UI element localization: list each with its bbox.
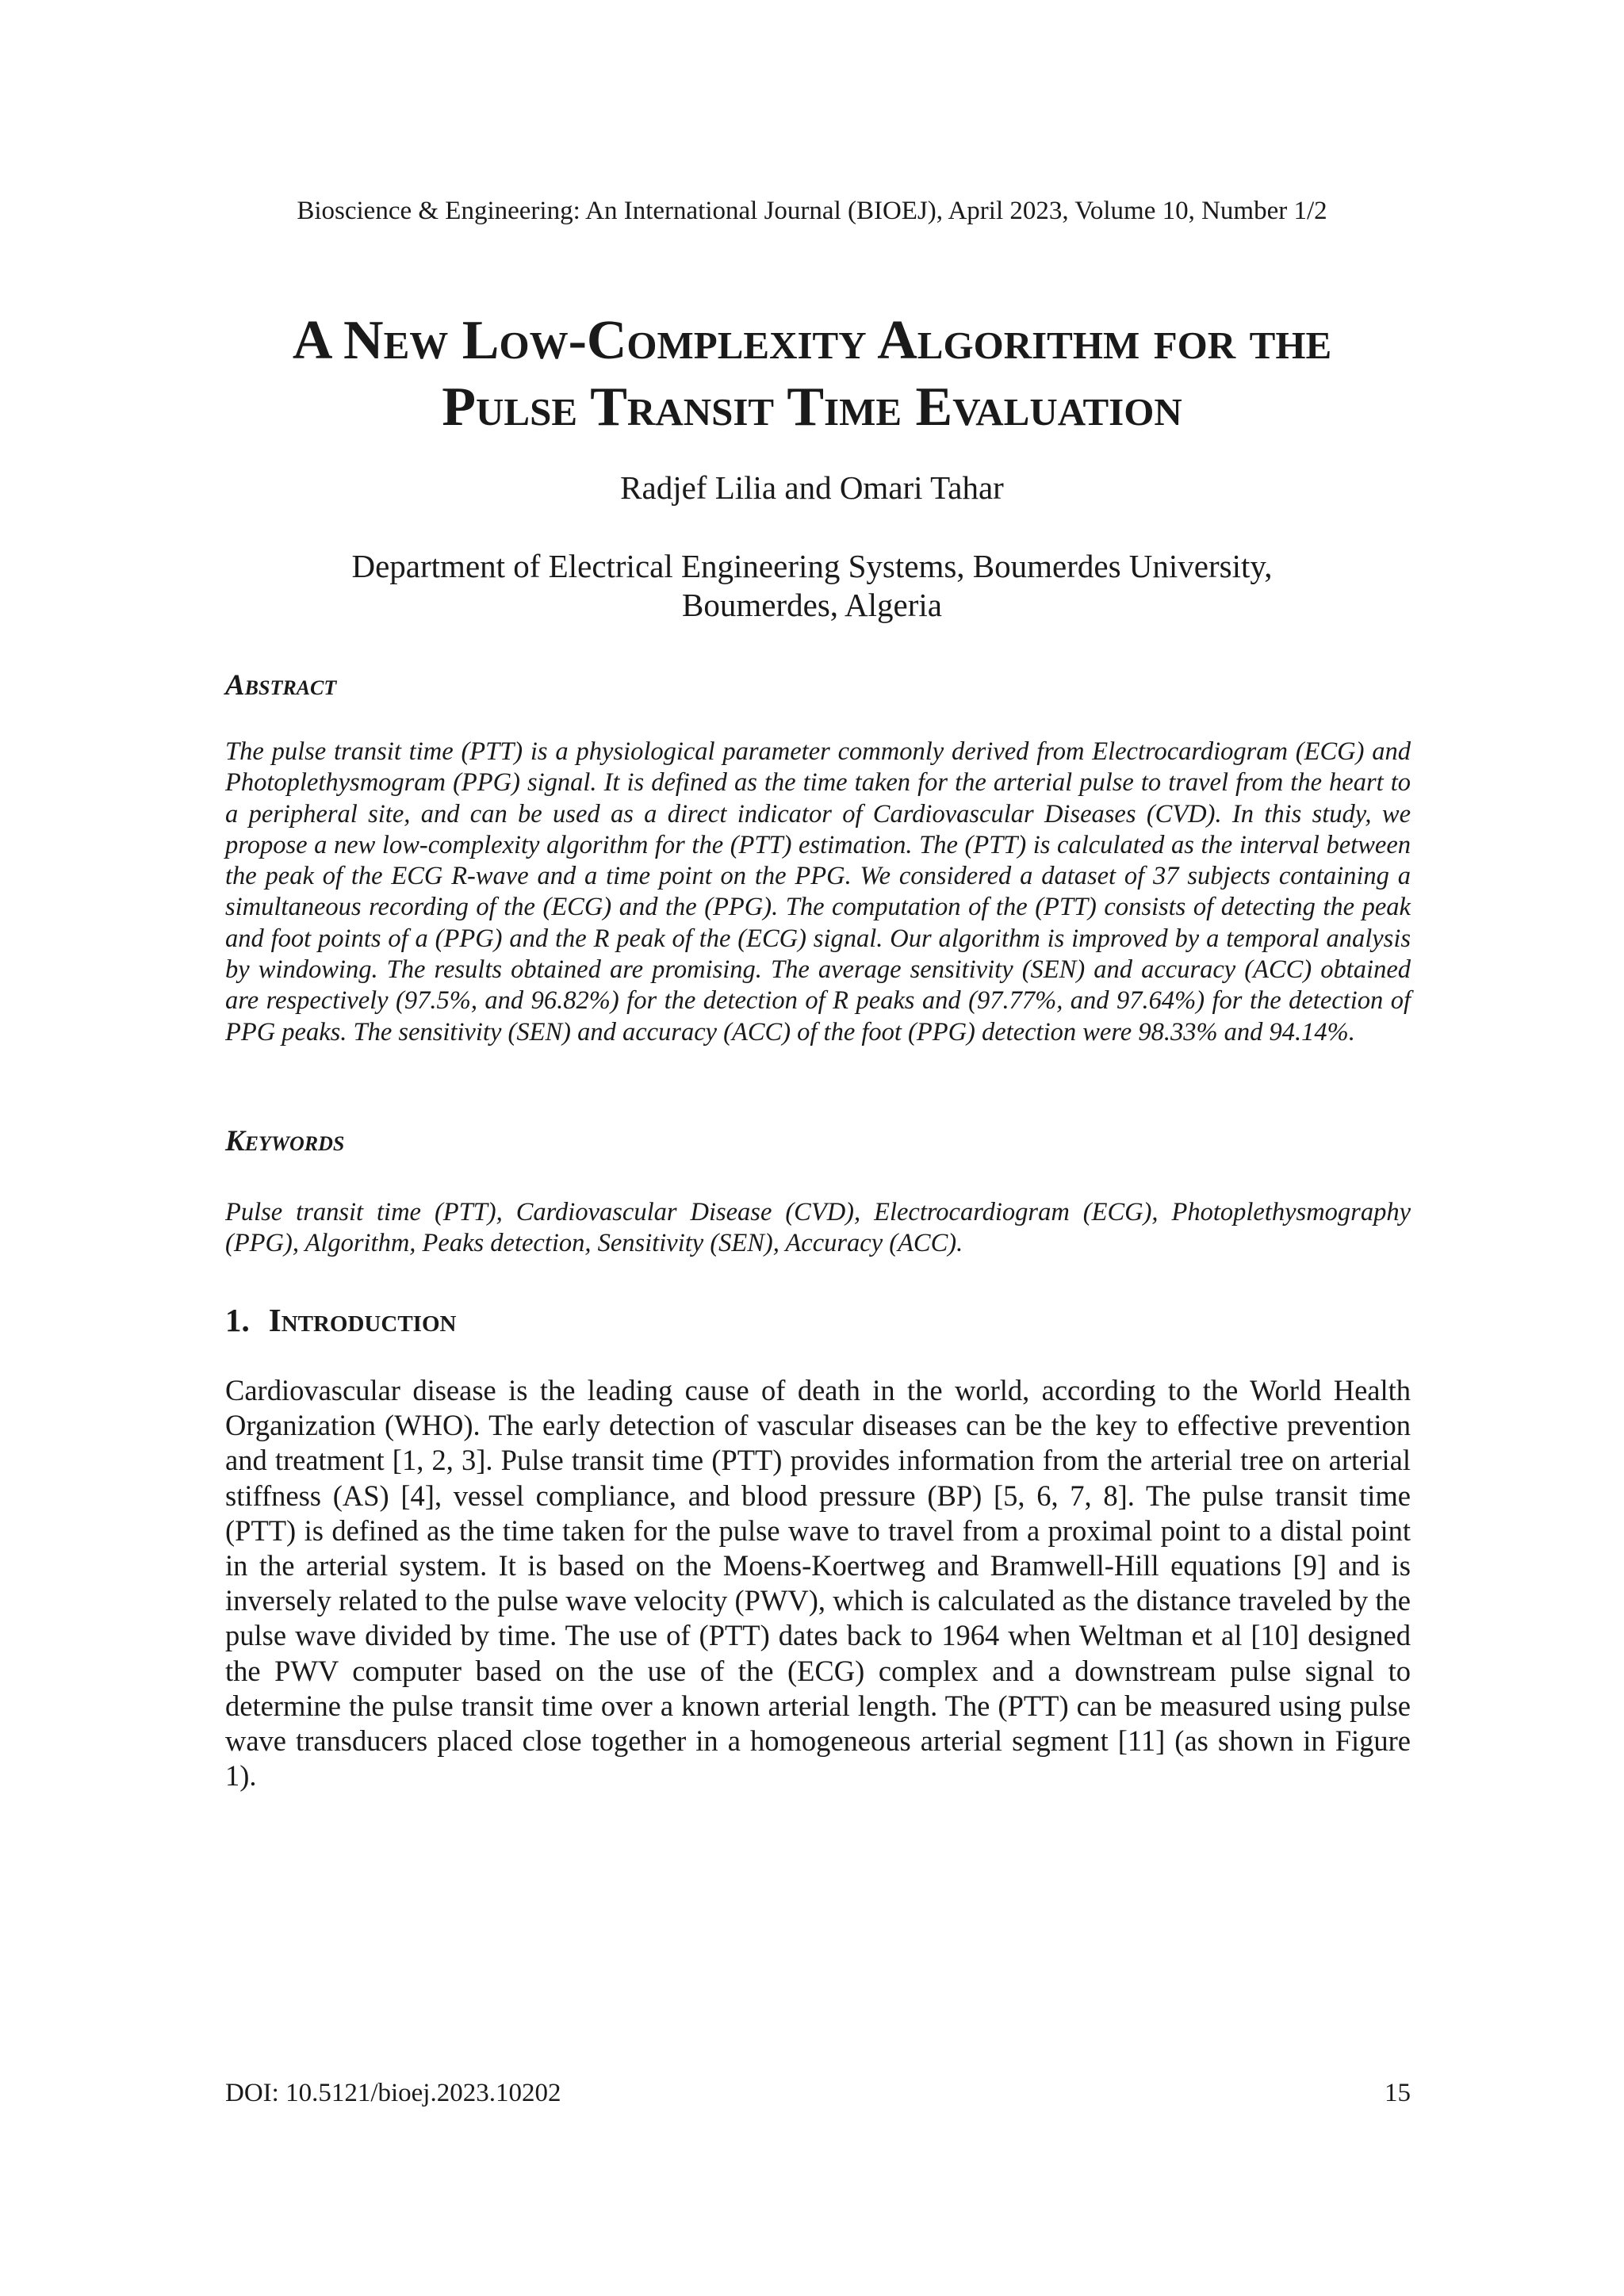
doi: DOI: 10.5121/bioej.2023.10202 — [225, 2079, 561, 2107]
affiliation-line-1: Department of Electrical Engineering Systems, Boumerdes University, — [351, 548, 1273, 584]
section-title: Introduction — [268, 1302, 457, 1338]
introduction-heading — [225, 1300, 456, 1340]
introduction-text: Cardiovascular disease is the leading cause of death in the world, according to the World Health Organization (WHO). The early detection of vascular diseases can be the key to effective prevention and treatment [1, 2, 3]. Pulse transit time (PTT) provides information from the arterial tree on arterial stiffness (AS) [4], vessel compliance, and blood pressure (BP) [5, 6, 7, 8]. The pulse transit time (PTT) is defined as the time taken for the pulse wave to travel from a proximal point to a distal point in the arterial system. It is based on the Moens-Koertweg and Bramwell-Hill equations [9] and is inversely related to the pulse wave velocity (PWV), which is calculated as the distance traveled by the pulse wave divided by time. The use of (PTT) dates back to 1964 when Weltman et al [10] designed the PWV computer based on the use of the (ECG) complex and a downstream pulse signal to determine the pulse transit time over a known arterial length. The (PTT) can be measured using pulse wave transducers placed close together in a homogeneous arterial segment [11] (as shown in Figure 1). — [225, 1374, 1411, 1793]
keywords-text: Pulse transit time (PTT), Cardiovascular Disease (CVD), Electrocardiogram (ECG), Photoplethysmography (PPG), Algorithm, Peaks detection, Sensitivity (SEN), Accuracy (ACC). — [225, 1198, 1411, 1257]
paper-title — [159, 308, 1465, 441]
keywords-heading: Keywords — [225, 1125, 345, 1158]
abstract-heading: Abstract — [225, 669, 337, 702]
abstract-text: The pulse transit time (PTT) is a physiological parameter commonly derived from Electrocardiogram (ECG) and Photoplethysmogram (PPG) signal. It is defined as the time taken for the arterial pulse to travel from the heart to a peripheral site, and can be used as a direct indicator of Cardiovascular Diseases (CVD). In this study, we propose a new low-complexity algorithm for the (PTT) estimation. The (PTT) is calculated as the interval between the peak of the ECG R-wave and a time point on the PPG. We considered a dataset of 37 subjects containing a simultaneous recording of the (ECG) and the (PPG). The computation of the (PTT) consists of detecting the peak and foot points of a (PPG) and the R peak of the (ECG) signal. Our algorithm is improved by a temporal analysis by windowing. The results obtained are promising. The average sensitivity (SEN) and accuracy (ACC) obtained are respectively (97.5%, and 96.82%) for the detection of R peaks and (97.77%, and 97.64%) for the detection of PPG peaks. The sensitivity (SEN) and accuracy (ACC) of the foot (PPG) detection were 98.33% and 94.14%. — [225, 737, 1411, 1047]
affiliation-line-2: Boumerdes, Algeria — [682, 587, 942, 623]
paper-title-line-1: A New Low-Complexity Algorithm for the — [292, 310, 1332, 371]
section-number: 1. — [225, 1302, 250, 1338]
affiliation — [159, 547, 1465, 625]
page-number: 15 — [1385, 2079, 1411, 2107]
running-header: Bioscience & Engineering: An International Journal (BIOEJ), April 2023, Volume 10, Number 1/2 — [297, 197, 1327, 225]
authors: Radjef Lilia and Omari Tahar — [620, 469, 1004, 506]
paper-title-line-2: Pulse Transit Time Evaluation — [442, 377, 1182, 438]
